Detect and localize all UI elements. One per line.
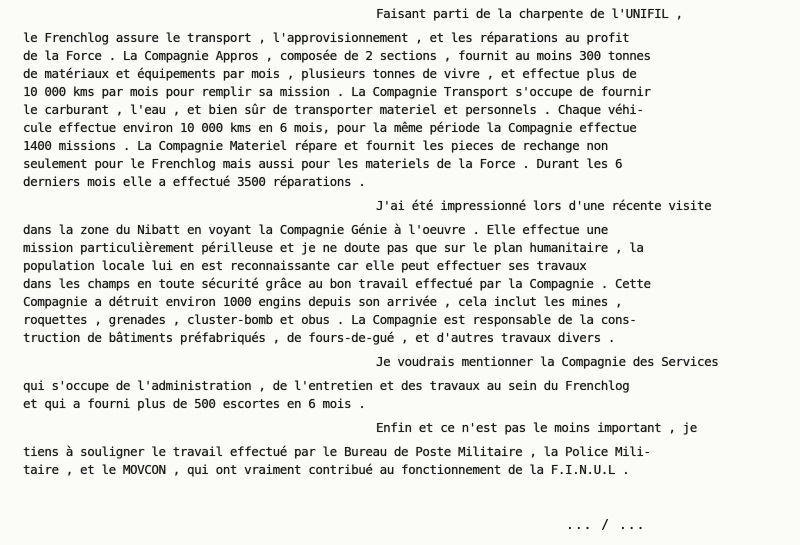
text-line: Faisant parti de la charpente de l'UNIFIL , [376, 6, 683, 21]
text-line: et qui a fourni plus de 500 escortes en 6 mois . [23, 396, 366, 411]
text-line: population locale lui en est reconnaissante car elle peut effectuer ses travaux [23, 258, 587, 273]
text-line: 10 000 kms par mois pour remplir sa mission . La Compagnie Transport s'occupe de fournir [23, 84, 651, 99]
text-line: roquettes , grenades , cluster-bomb et obus . La Compagnie est responsable de la cons- [23, 312, 637, 327]
text-line: derniers mois elle a effectué 3500 réparations . [23, 174, 366, 189]
text-line: truction de bâtiments préfabriqués , de fours-de-gué , et d'autres travaux divers . [23, 330, 615, 345]
text-line: tiens à souligner le travail effectué par le Bureau de Poste Militaire , la Police Mili- [23, 444, 651, 459]
text-line: de la Force . La Compagnie Appros , composée de 2 sections , fournit au moins 300 tonnes [23, 48, 651, 63]
text-line: 1400 missions . La Compagnie Materiel répare et fournit les pieces de rechange non [23, 138, 608, 153]
text-line: dans la zone du Nibatt en voyant la Compagnie Génie à l'oeuvre . Elle effectue une [23, 222, 608, 237]
text-line: qui s'occupe de l'administration , de l'entretien et des travaux au sein du Frenchlog [23, 378, 630, 393]
page-continuation-mark: ... / ... [566, 518, 646, 533]
text-line: taire , et le MOVCON , qui ont vraiment contribué au fonctionnement de la F.I.N.U.L . [23, 462, 630, 477]
text-line: dans les champs en toute sécurité grâce au bon travail effectué par la Compagnie . Cette [23, 276, 651, 291]
text-line: le Frenchlog assure le transport , l'approvisionnement , et les réparations au profit [23, 30, 630, 45]
text-line: mission particulièrement périlleuse et je ne doute pas que sur le plan humanitaire , la [23, 240, 644, 255]
text-line: Compagnie a détruit environ 1000 engins depuis son arrivée , cela inclut les mines , [23, 294, 623, 309]
text-line: seulement pour le Frenchlog mais aussi pour les materiels de la Force . Durant les 6 [23, 156, 623, 171]
text-line: J'ai été impressionné lors d'une récente visite [376, 198, 712, 213]
text-line: Je voudrais mentionner la Compagnie des Services [376, 354, 719, 369]
text-line: le carburant , l'eau , et bien sûr de transporter materiel et personnels . Chaque véhi- [23, 102, 644, 117]
text-line: cule effectue environ 10 000 kms en 6 mois, pour la même période la Compagnie effectue [23, 120, 637, 135]
text-line: Enfin et ce n'est pas le moins important , je [376, 420, 697, 435]
text-line: de matériaux et équipements par mois , plusieurs tonnes de vivre , et effectue plus de [23, 66, 637, 81]
